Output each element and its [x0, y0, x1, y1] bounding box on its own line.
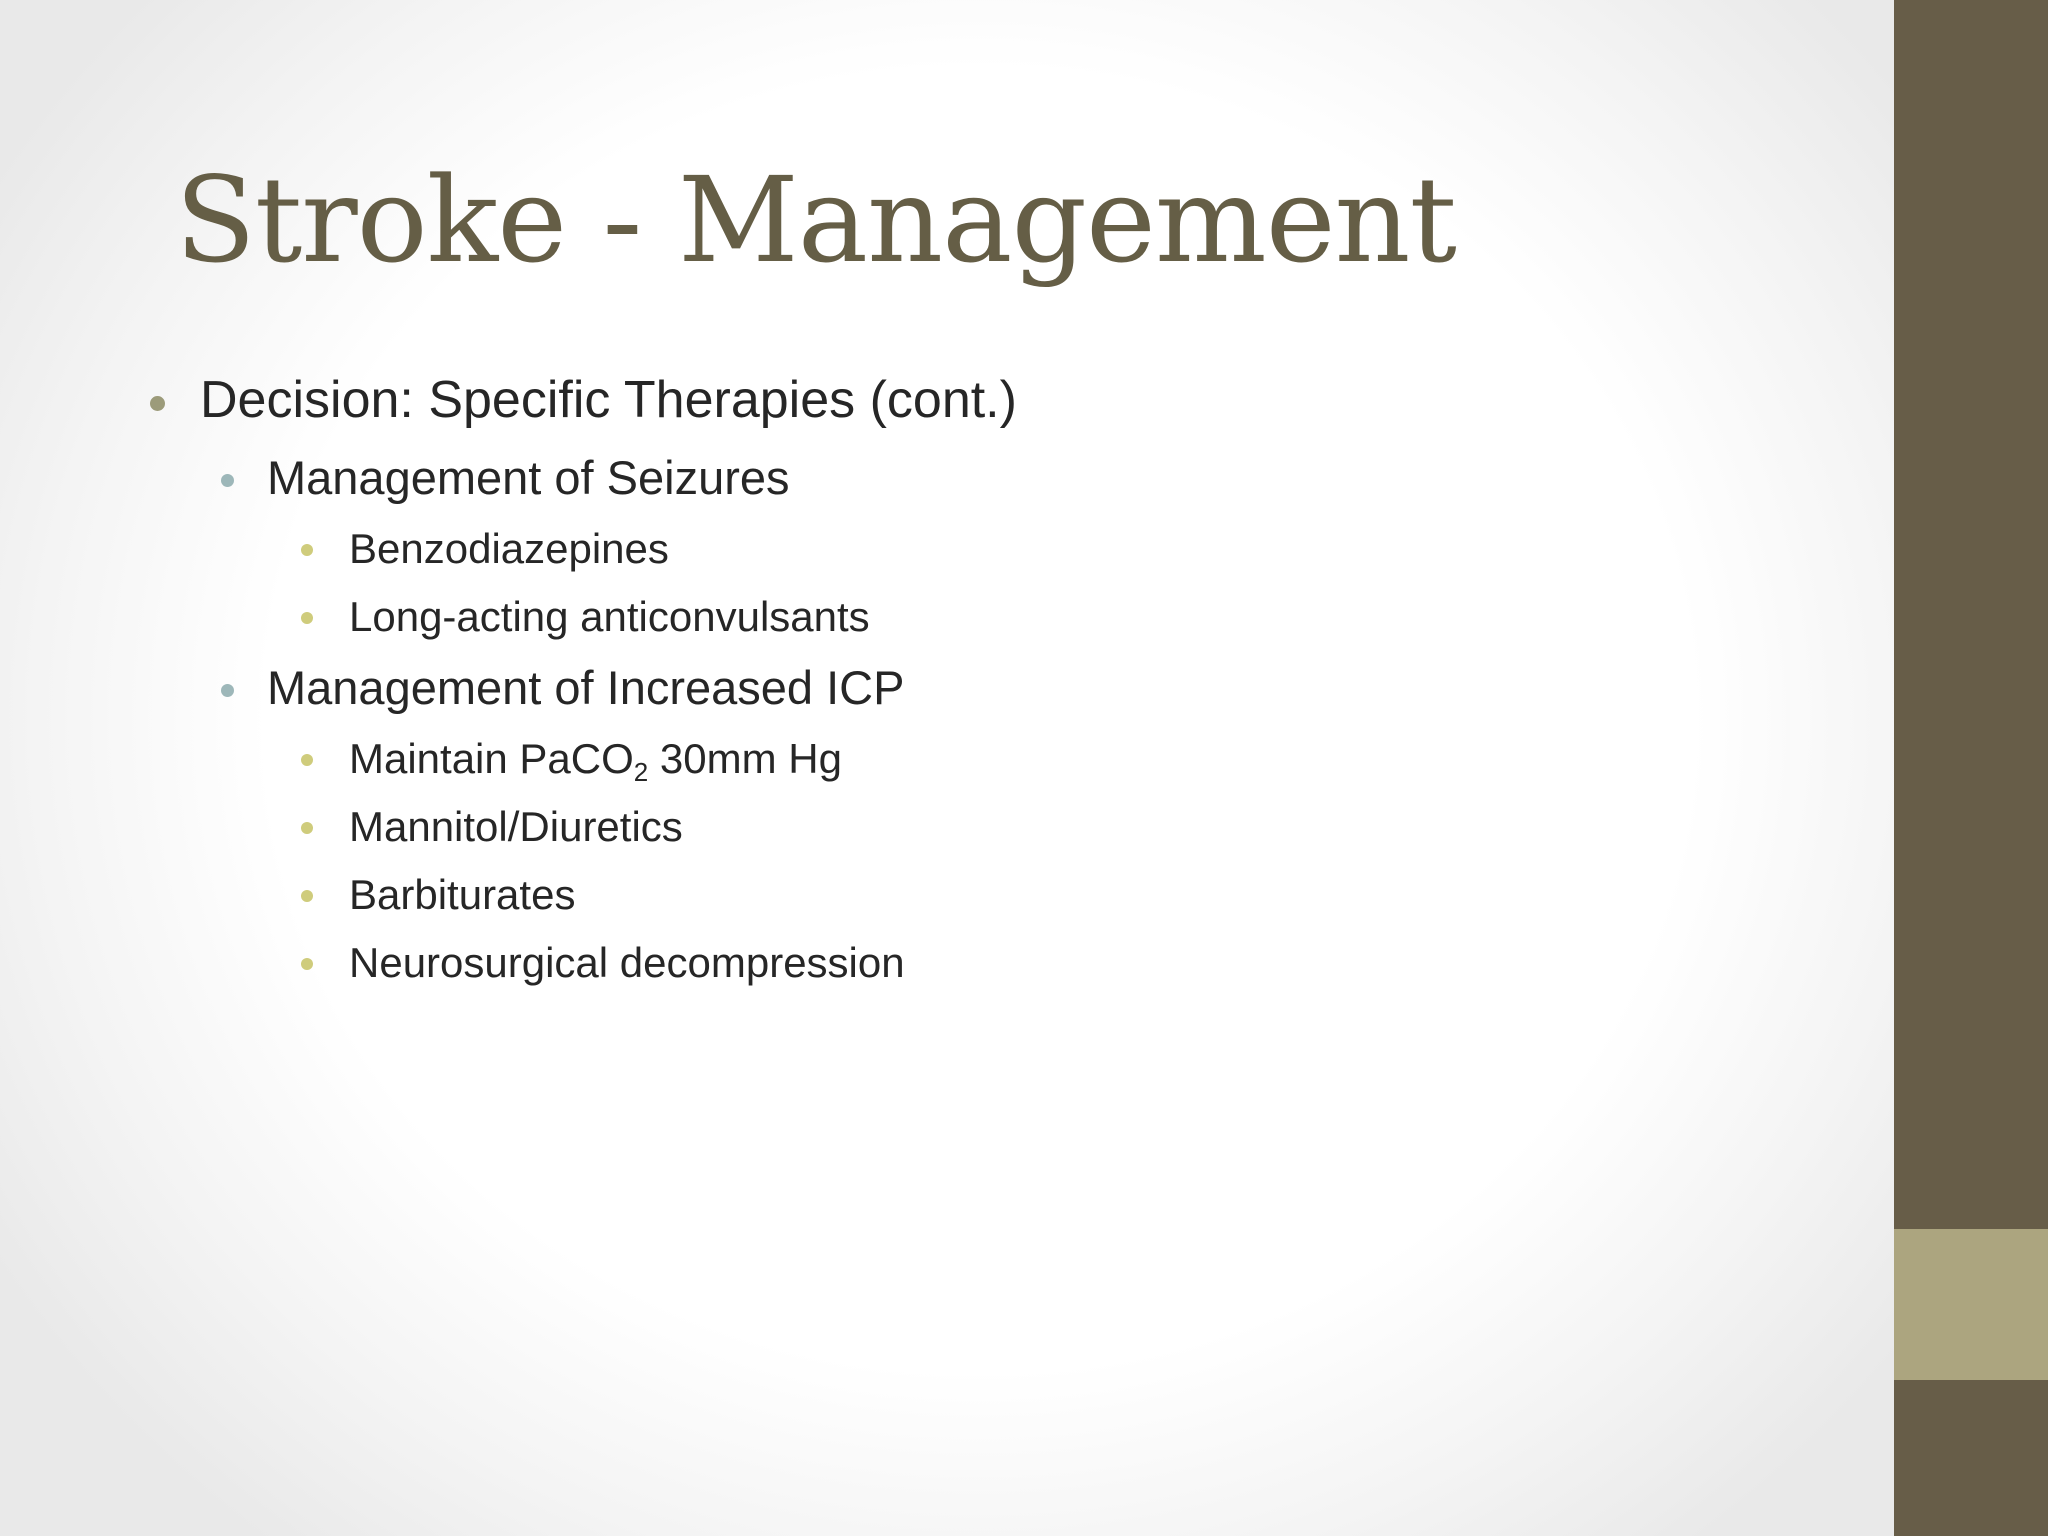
bullet-dot-icon: [221, 684, 234, 697]
bullet-seizures: [267, 448, 790, 508]
paco2-subscript: 2: [633, 757, 649, 787]
bullet-text: Barbiturates: [349, 871, 576, 918]
bullet-dot-icon: [221, 474, 234, 487]
bullet-text: Management of Increased ICP: [267, 661, 905, 714]
bullet-dot-icon: [301, 612, 313, 624]
bullet-text: Management of Seizures: [267, 451, 790, 504]
bullet-benzodiazepines: [349, 522, 669, 576]
bullet-text: Benzodiazepines: [349, 525, 669, 572]
paco2-prefix: Maintain PaCO: [349, 735, 634, 782]
bullet-text: [349, 735, 842, 787]
bullet-icp: [267, 658, 904, 718]
bullet-dot-icon: [301, 754, 313, 766]
bullet-dot-icon: [301, 822, 313, 834]
bullet-text: Mannitol/Diuretics: [349, 803, 683, 850]
bullet-paco2: [349, 732, 842, 786]
bullet-dot-icon: [301, 544, 313, 556]
bullet-decompression: [349, 936, 905, 990]
bullet-text: Decision: Specific Therapies (cont.): [200, 371, 1017, 429]
bullet-anticonvulsants: [349, 590, 870, 644]
bullet-dot-icon: [301, 958, 313, 970]
bullet-text: Long-acting anticonvulsants: [349, 593, 870, 640]
bullet-dot-icon: [150, 396, 165, 411]
slide-title: Stroke - Management: [175, 151, 1456, 289]
bullet-dot-icon: [301, 890, 313, 902]
bullet-barbiturates: [349, 868, 575, 922]
bullet-text: Neurosurgical decompression: [349, 939, 905, 986]
bullet-decision: [200, 368, 1017, 432]
paco2-suffix: 30mm Hg: [648, 735, 842, 782]
sidebar-accent-block: [1894, 1229, 2048, 1380]
bullet-mannitol: [349, 800, 683, 854]
